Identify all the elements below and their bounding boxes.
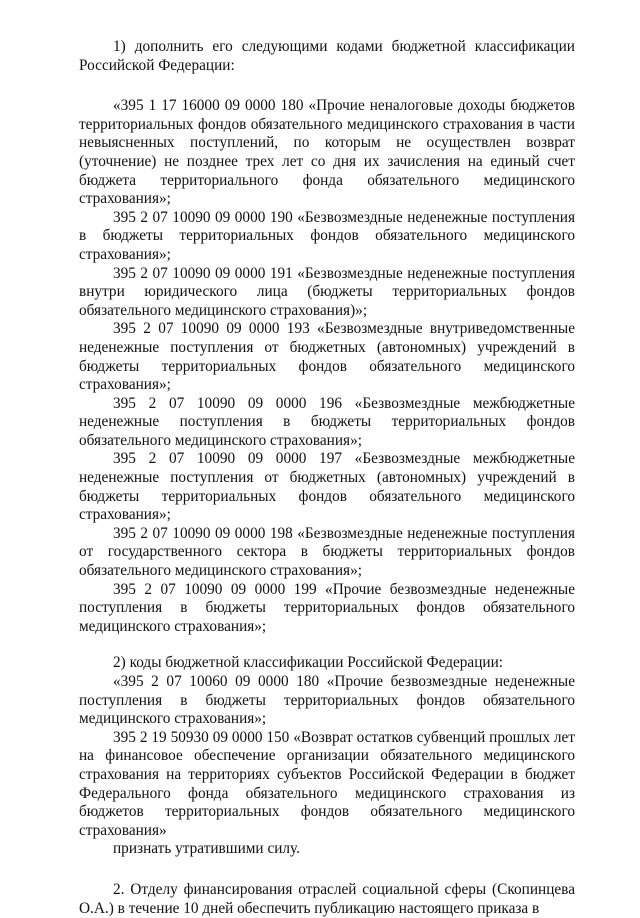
paragraph-code-198: 395 2 07 10090 09 0000 198 «Безвозмездные неденежные поступления от государственного сектора в бюджеты территориальных фондов обязательного медицинского страхования»; — [79, 524, 575, 580]
paragraph-code-50930-150: 395 2 19 50930 09 0000 150 «Возврат остатков субвенций прошлых лет на финансовое обеспечение организации обязательного медицинского страхования на территориях субъектов Российской Федерации в бюджет Федерального фонда обязательного медицинского страхования из бюджетов территориальных фондов обязательного медицинского страхования» — [79, 728, 575, 839]
paragraph-code-197: 395 2 07 10090 09 0000 197 «Безвозмездные межбюджетные неденежные поступления от бюджетных (автономных) учреждений в бюджеты территориальных фондов обязательного медицинского страхования»; — [79, 450, 575, 524]
paragraph-item-1-intro: 1) дополнить его следующими кодами бюджетной классификации Российской Федерации: — [79, 38, 575, 74]
paragraph-code-180-other-non-tax: «395 1 17 16000 09 0000 180 «Прочие неналоговые доходы бюджетов территориальных фондов обязательного медицинского страхования в части невыясненных поступлений, по которым не осуществлен возврат (уточнение) не позднее трех лет со дня их зачисления на единый счет бюджета территориального фонда обязательного медицинского страхования»; — [79, 97, 575, 208]
paragraph-code-191: 395 2 07 10090 09 0000 191 «Безвозмездные неденежные поступления внутри юридического лица (бюджеты территориальных фондов обязательного медицинского страхования)»; — [79, 264, 575, 319]
paragraph-code-193: 395 2 07 10090 09 0000 193 «Безвозмездные внутриведомственные неденежные поступления от бюджетных (автономных) учреждений в бюджеты территориальных фондов обязательного медицинского страхования»; — [79, 320, 575, 394]
paragraph-item-2-intro: 2) коды бюджетной классификации Российской Федерации: — [113, 654, 504, 672]
paragraph-code-199: 395 2 07 10090 09 0000 199 «Прочие безвозмездные неденежные поступления в бюджеты территориальных фондов обязательного медицинского страхования»; — [79, 580, 575, 635]
paragraph-declare-invalid: признать утратившими силу. — [113, 840, 300, 858]
paragraph-code-10060-180: «395 2 07 10060 09 0000 180 «Прочие безвозмездные неденежные поступления в бюджеты территориальных фондов обязательного медицинского страхования»; — [79, 673, 575, 728]
paragraph-code-190: 395 2 07 10090 09 0000 190 «Безвозмездные неденежные поступления в бюджеты территориальных фондов обязательного медицинского страхования»; — [79, 208, 575, 263]
paragraph-code-196: 395 2 07 10090 09 0000 196 «Безвозмездные межбюджетные неденежные поступления в бюджеты территориальных фондов обязательного медицинского страхования»; — [79, 394, 575, 449]
paragraph-section-2: 2. Отделу финансирования отраслей социальной сферы (Скопинцева О.А.) в течение 10 дней обеспечить публикацию настоящего приказа в — [79, 880, 575, 917]
